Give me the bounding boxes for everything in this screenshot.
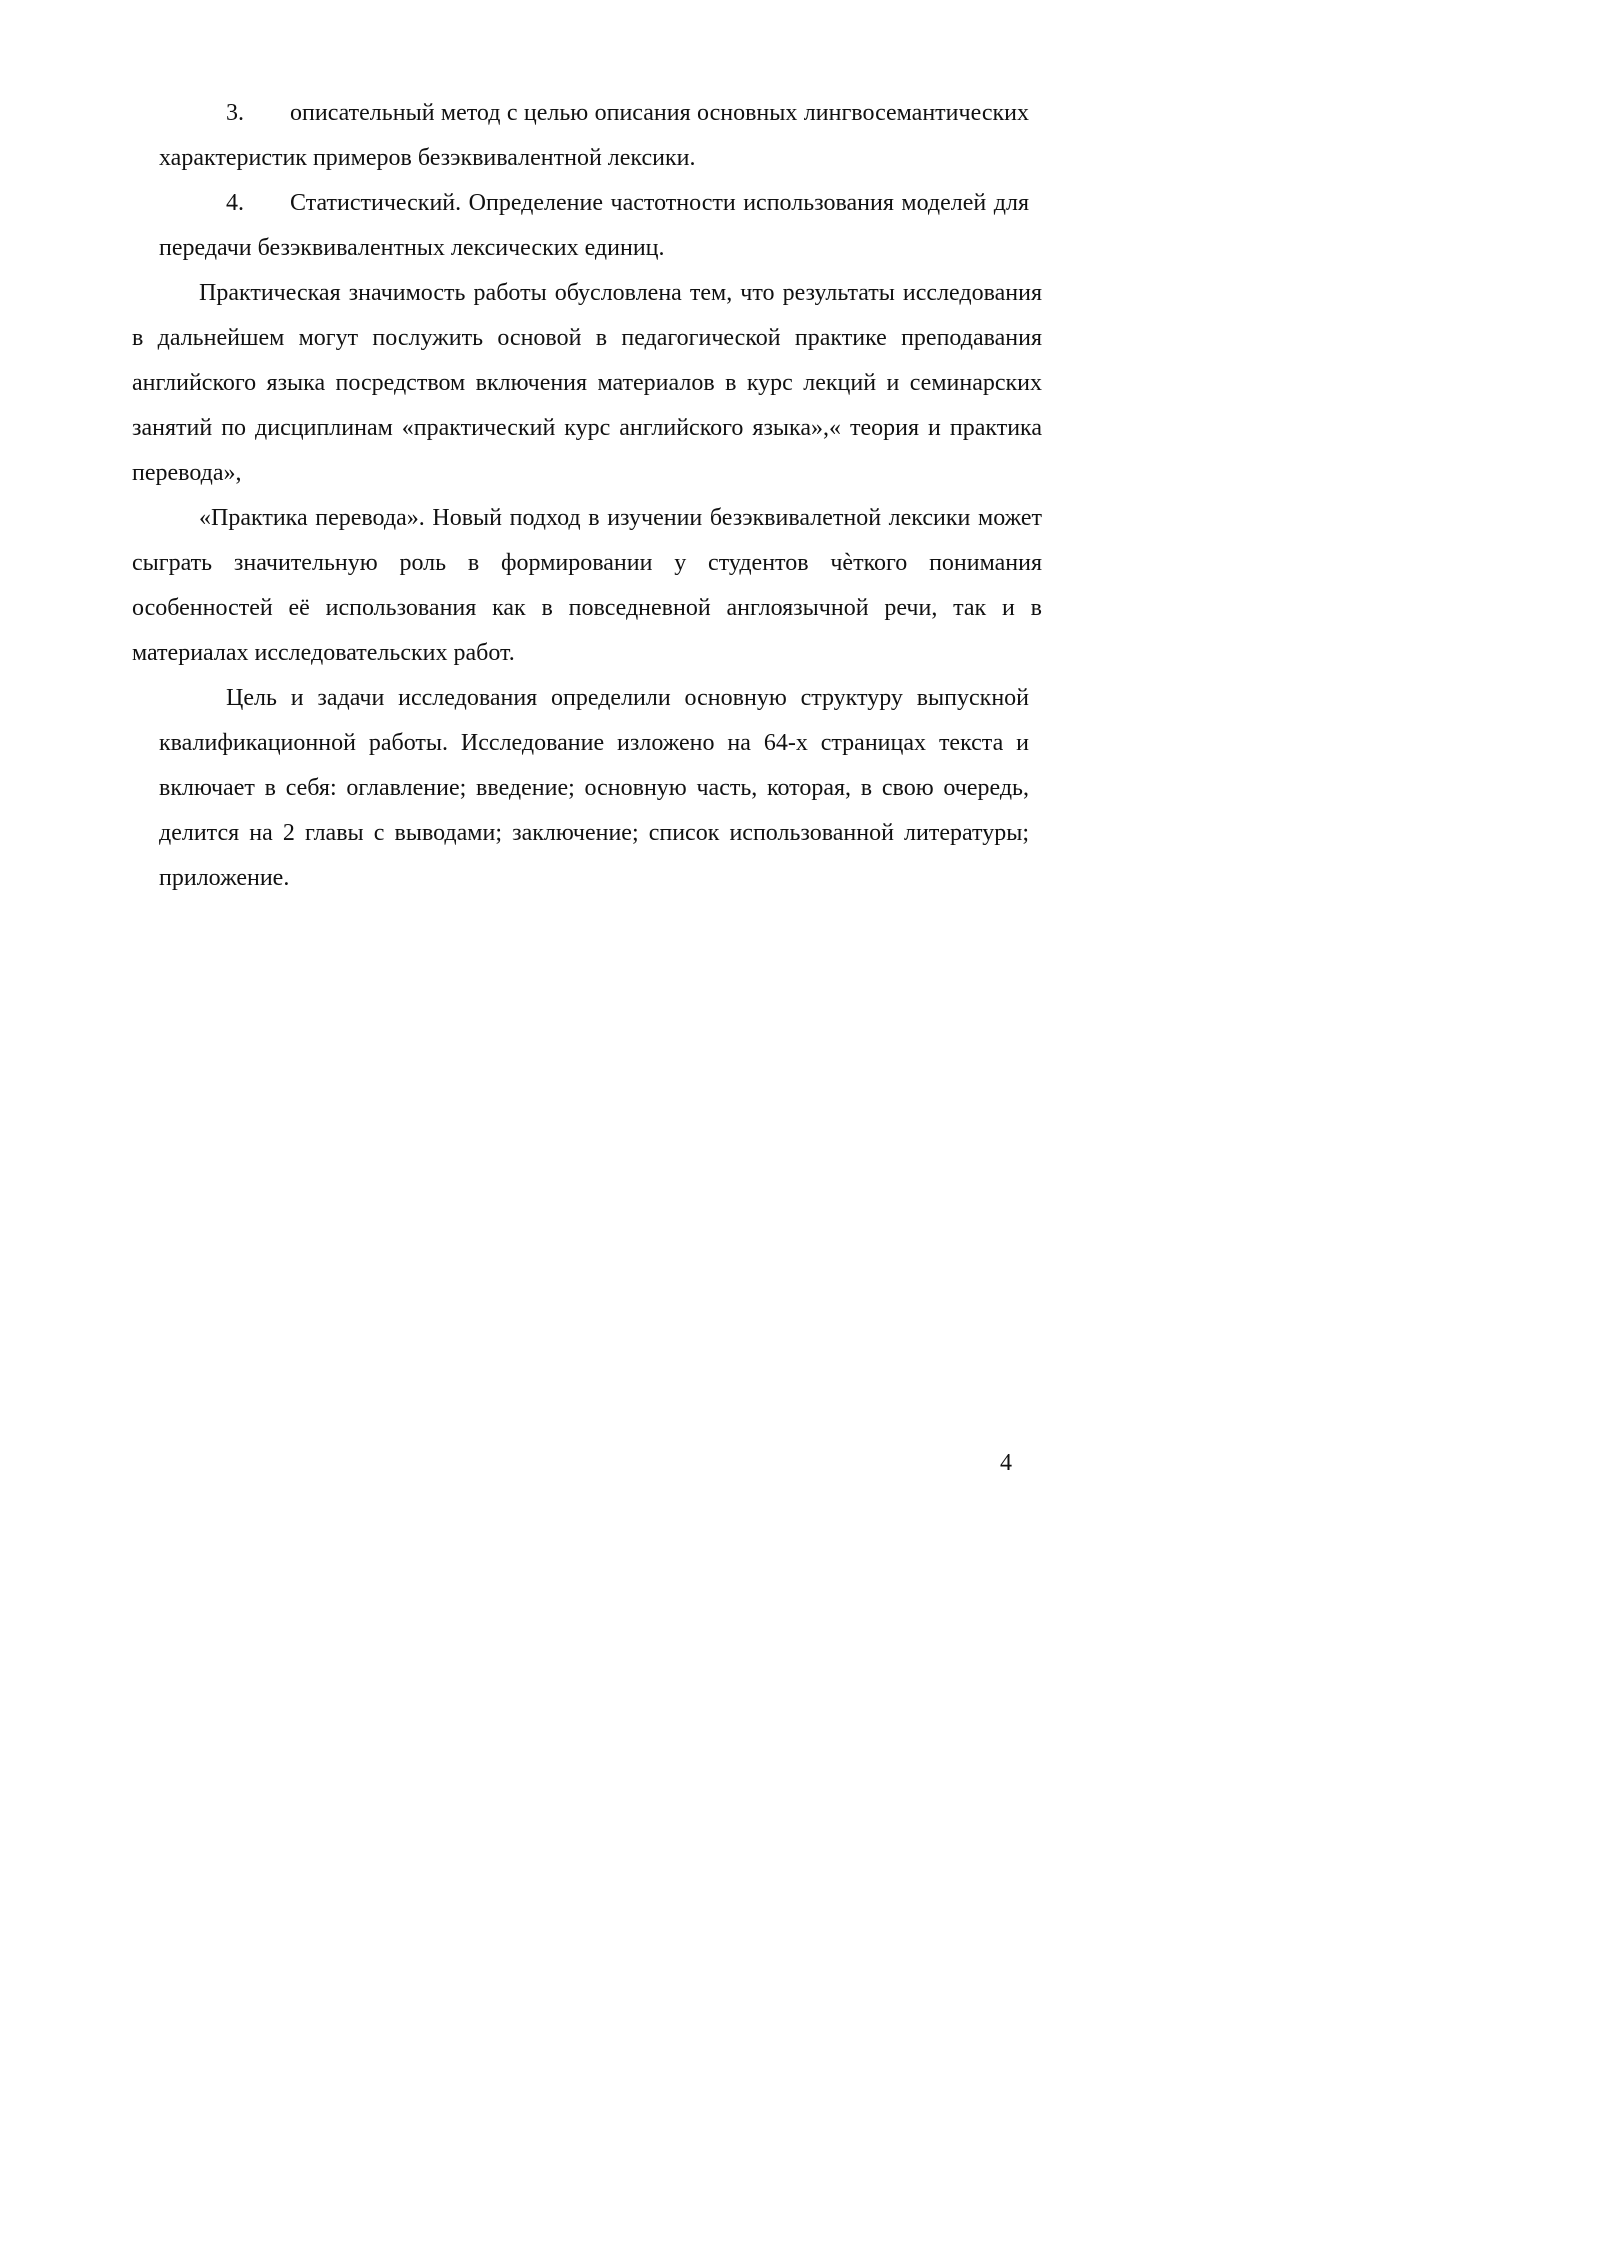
list-item-text: описательный метод с целью описания основных лингвосемантических характеристик примеров безэквивалентной лексики. <box>159 100 1029 171</box>
translation-practice-paragraph: «Практика перевода». Новый подход в изучении безэквивалетной лексики может сыграть значительную роль в формировании у студентов чѐткого понимания особенностей её использования как в повседневной англоязычной речи, так и в материалах исследовательских работ. <box>132 505 1042 666</box>
method-list-item-4 <box>159 181 1029 271</box>
page-number: 4 <box>1000 1450 1012 1476</box>
method-list-item-3 <box>159 91 1029 181</box>
thesis-structure-paragraph: Цель и задачи исследования определили основную структуру выпускной квалификационной работы. Исследование изложено на 64-х страницах текста и включает в себя: оглавление; введение; основную часть, которая, в свою очередь, делится на 2 главы с выводами; заключение; список использованной литературы; приложение. <box>159 685 1029 891</box>
document-page <box>0 0 1103 1560</box>
list-item-text: Статистический. Определение частотности использования моделей для передачи безэквивалентных лексических единиц. <box>159 190 1029 261</box>
practical-significance-paragraph: Практическая значимость работы обусловлена тем, что результаты исследования в дальнейшем могут послужить основой в педагогической практике преподавания английского языка посредством включения материалов в курс лекций и семинарских занятий по дисциплинам «практический курс английского языка»,« теория и практика перевода», <box>132 280 1042 486</box>
list-number: 4. <box>226 190 244 216</box>
list-number: 3. <box>226 100 244 126</box>
